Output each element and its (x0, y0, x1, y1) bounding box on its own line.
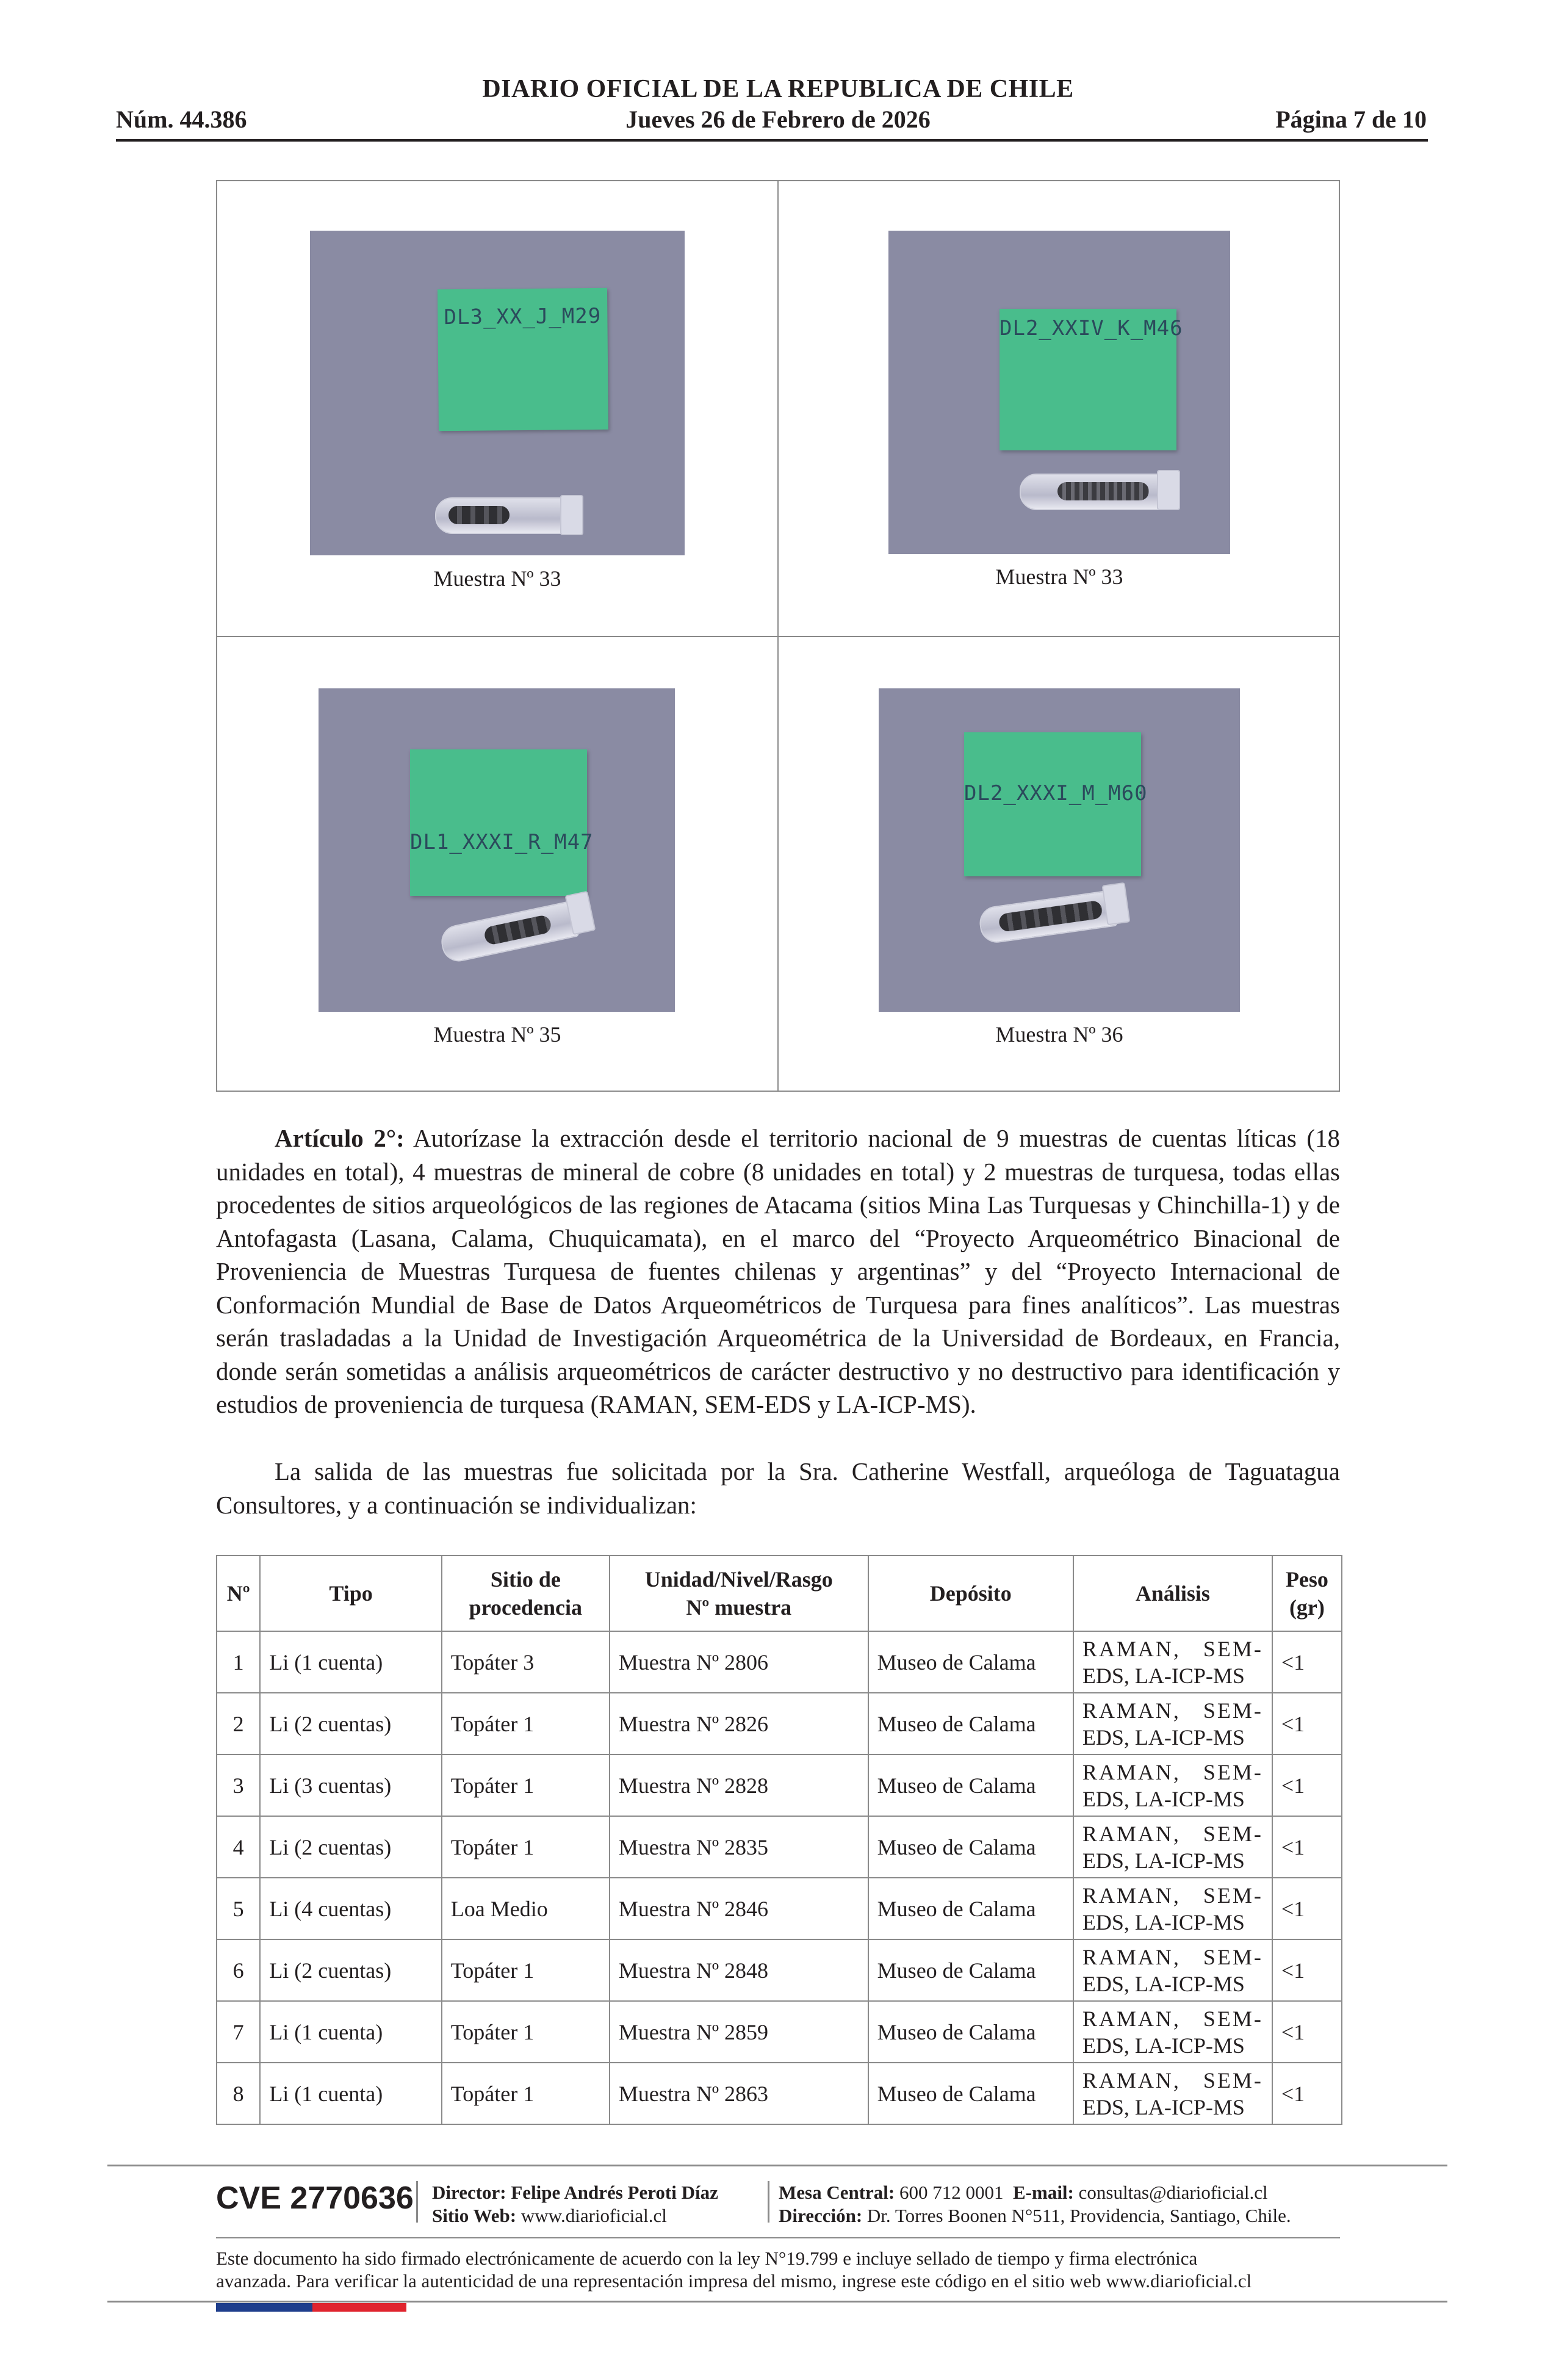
gazette-title: DIARIO OFICIAL DE LA REPUBLICA DE CHILE (482, 75, 1074, 103)
cell-n: 6 (217, 1939, 260, 2001)
cell-analisis: RAMAN, SEM- EDS, LA-ICP-MS (1073, 1693, 1272, 1754)
article-heading: Artículo 2°: (275, 1124, 405, 1152)
table-row (217, 2063, 1342, 2124)
website-link[interactable]: www.diarioficial.cl (520, 2205, 667, 2226)
header-rule (116, 139, 1428, 142)
cell-n: 3 (217, 1754, 260, 1816)
footer-rule (216, 2237, 1340, 2238)
cell-tipo: Li (3 cuentas) (260, 1754, 441, 1816)
footer-rule (107, 2301, 1447, 2302)
legal-notice: Este documento ha sido firmado electrónicamente de acuerdo con la ley N°19.799 e incluye sellado de tiempo y firma electrónica avanzada. Para verificar la autenticidad de una representación impresa del mismo, ingrese este código en el sitio web www.diarioficial.cl (216, 2248, 1252, 2292)
cell-analisis: RAMAN, SEM- EDS, LA-ICP-MS (1073, 1939, 1272, 2001)
table-header-row (217, 1556, 1342, 1631)
sample-tube (978, 890, 1118, 945)
cell-analisis: RAMAN, SEM- EDS, LA-ICP-MS (1073, 1631, 1272, 1693)
sample-tube (438, 900, 580, 964)
cell-unidad: Muestra Nº 2828 (610, 1754, 868, 1816)
samples-table (216, 1555, 1342, 2125)
cell-unidad: Muestra Nº 2806 (610, 1631, 868, 1693)
col-header-peso: Peso (gr) (1272, 1556, 1342, 1631)
cell-n: 2 (217, 1693, 260, 1754)
cell-unidad: Muestra Nº 2826 (610, 1693, 868, 1754)
sample-photo (888, 231, 1230, 554)
cell-n: 5 (217, 1878, 260, 1939)
cell-sitio: Topáter 1 (442, 1816, 610, 1878)
cell-analisis: RAMAN, SEM- EDS, LA-ICP-MS (1073, 2001, 1272, 2063)
sample-photo (310, 231, 685, 555)
cell-peso: <1 (1272, 1693, 1342, 1754)
sample-label: DL2_XXIV_K_M46 (1000, 316, 1183, 341)
cell-unidad: Muestra Nº 2863 (610, 2063, 868, 2124)
sample-tube (1020, 474, 1162, 510)
photo-caption: Muestra Nº 36 (995, 1022, 1123, 1047)
cell-tipo: Li (4 cuentas) (260, 1878, 441, 1939)
sticky-note (1000, 309, 1183, 450)
cell-tipo: Li (2 cuentas) (260, 1693, 441, 1754)
col-header-deposito: Depósito (868, 1556, 1073, 1631)
sticky-note (438, 288, 608, 431)
footer-separator (416, 2181, 418, 2223)
cell-peso: <1 (1272, 2063, 1342, 2124)
footer-rule (107, 2165, 1447, 2166)
cell-deposito: Museo de Calama (868, 1816, 1073, 1878)
cell-deposito: Museo de Calama (868, 1631, 1073, 1693)
cell-deposito: Museo de Calama (868, 1754, 1073, 1816)
footer-separator (768, 2181, 769, 2223)
table-row (217, 1816, 1342, 1878)
page-number: Página 7 de 10 (1275, 106, 1427, 133)
cell-tipo: Li (2 cuentas) (260, 1816, 441, 1878)
cell-peso: <1 (1272, 1878, 1342, 1939)
cell-tipo: Li (2 cuentas) (260, 1939, 441, 2001)
sample-label: DL3_XX_J_M29 (444, 303, 602, 330)
request-paragraph: La salida de las muestras fue solicitada por la Sra. Catherine Westfall, arqueóloga de Taguatagua Consultores, y a continuación se individualizan: (216, 1457, 1340, 1519)
col-header-n: Nº (217, 1556, 260, 1631)
cell-deposito: Museo de Calama (868, 1878, 1073, 1939)
cell-sitio: Loa Medio (442, 1878, 610, 1939)
cell-unidad: Muestra Nº 2846 (610, 1878, 868, 1939)
col-header-sitio: Sitio de procedencia (442, 1556, 610, 1631)
table-row (217, 1939, 1342, 2001)
cell-peso: <1 (1272, 1631, 1342, 1693)
cell-tipo: Li (1 cuenta) (260, 2001, 441, 2063)
sample-photo (319, 688, 675, 1012)
footer-director: Director: Felipe Andrés Peroti Díaz Sitio Web: www.diarioficial.cl (432, 2182, 718, 2226)
cell-tipo: Li (1 cuenta) (260, 2063, 441, 2124)
cell-sitio: Topáter 1 (442, 2063, 610, 2124)
col-header-tipo: Tipo (260, 1556, 441, 1631)
cell-deposito: Museo de Calama (868, 2063, 1073, 2124)
cell-sitio: Topáter 1 (442, 1939, 610, 2001)
flag-bar-blue (216, 2303, 312, 2312)
sticky-note (410, 749, 594, 896)
cell-sitio: Topáter 3 (442, 1631, 610, 1693)
sample-photo (879, 688, 1240, 1012)
sticky-note (964, 732, 1148, 876)
flag-bar-red (312, 2303, 406, 2312)
col-header-unidad: Unidad/Nivel/Rasgo Nº muestra (610, 1556, 868, 1631)
cell-sitio: Topáter 1 (442, 2001, 610, 2063)
photo-caption: Muestra Nº 35 (433, 1022, 561, 1047)
table-row (217, 1878, 1342, 1939)
cell-unidad: Muestra Nº 2848 (610, 1939, 868, 2001)
photo-caption: Muestra Nº 33 (995, 564, 1123, 589)
sample-tube (435, 497, 566, 534)
cell-n: 7 (217, 2001, 260, 2063)
sample-label: DL2_XXXI_M_M60 (964, 781, 1148, 806)
cell-peso: <1 (1272, 1754, 1342, 1816)
sample-label: DL1_XXXI_R_M47 (410, 830, 594, 854)
cell-sitio: Topáter 1 (442, 1754, 610, 1816)
cell-analisis: RAMAN, SEM- EDS, LA-ICP-MS (1073, 1878, 1272, 1939)
photo-caption: Muestra Nº 33 (433, 566, 561, 591)
cell-deposito: Museo de Calama (868, 2001, 1073, 2063)
photo-grid-divider (216, 636, 1340, 637)
email-link[interactable]: consultas@diarioficial.cl (1078, 2182, 1268, 2203)
footer-contact: Mesa Central: 600 712 0001 E-mail: consultas@diarioficial.cl Dirección: Dr. Torres Boonen N°511, Providencia, Santiago, Chile. (779, 2182, 1291, 2226)
cell-unidad: Muestra Nº 2835 (610, 1816, 868, 1878)
cell-peso: <1 (1272, 1816, 1342, 1878)
cell-n: 8 (217, 2063, 260, 2124)
issue-date: Jueves 26 de Febrero de 2026 (625, 106, 931, 133)
cell-analisis: RAMAN, SEM- EDS, LA-ICP-MS (1073, 1754, 1272, 1816)
table-row (217, 1693, 1342, 1754)
cell-n: 1 (217, 1631, 260, 1693)
cell-n: 4 (217, 1816, 260, 1878)
cell-tipo: Li (1 cuenta) (260, 1631, 441, 1693)
table-row (217, 1631, 1342, 1693)
cell-unidad: Muestra Nº 2859 (610, 2001, 868, 2063)
cell-deposito: Museo de Calama (868, 1693, 1073, 1754)
cell-deposito: Museo de Calama (868, 1939, 1073, 2001)
cve-code: CVE 2770636 (216, 2180, 414, 2216)
cell-analisis: RAMAN, SEM- EDS, LA-ICP-MS (1073, 2063, 1272, 2124)
cell-analisis: RAMAN, SEM- EDS, LA-ICP-MS (1073, 1816, 1272, 1878)
cell-sitio: Topáter 1 (442, 1693, 610, 1754)
cell-peso: <1 (1272, 1939, 1342, 2001)
cell-peso: <1 (1272, 2001, 1342, 2063)
article-body: Autorízase la extracción desde el territorio nacional de 9 muestras de cuentas líticas (18 unidades en total), 4 muestras de mineral de cobre (8 unidades en total) y 2 muestras de turquesa, todas ellas procedentes de sitios arqueológicos de las regiones de Atacama (sitios Mina Las Turquesas y Chinchilla-1) y de Antofagasta (Lasana, Calama, Chuquicamata), en el marco del “Proyecto Arqueométrico Binacional de Proveniencia de Muestras Turquesa de fuentes chilenas y argentinas” y del “Proyecto Internacional de Conformación Mundial de Base de Datos Arqueométricos de Turquesa para fines analíticos”. Las muestras serán trasladadas a la Unidad de Investigación Arqueométrica de la Universidad de Bordeaux, en Francia, donde serán sometidas a análisis arqueométricos de carácter destructivo y no destructivo para identificación y estudios de proveniencia de turquesa (RAMAN, SEM-EDS y LA-ICP-MS). (216, 1124, 1340, 1418)
table-row (217, 2001, 1342, 2063)
article-2-paragraph (216, 1122, 1340, 1421)
table-row (217, 1754, 1342, 1816)
col-header-analisis: Análisis (1073, 1556, 1272, 1631)
issue-number: Núm. 44.386 (116, 106, 247, 133)
